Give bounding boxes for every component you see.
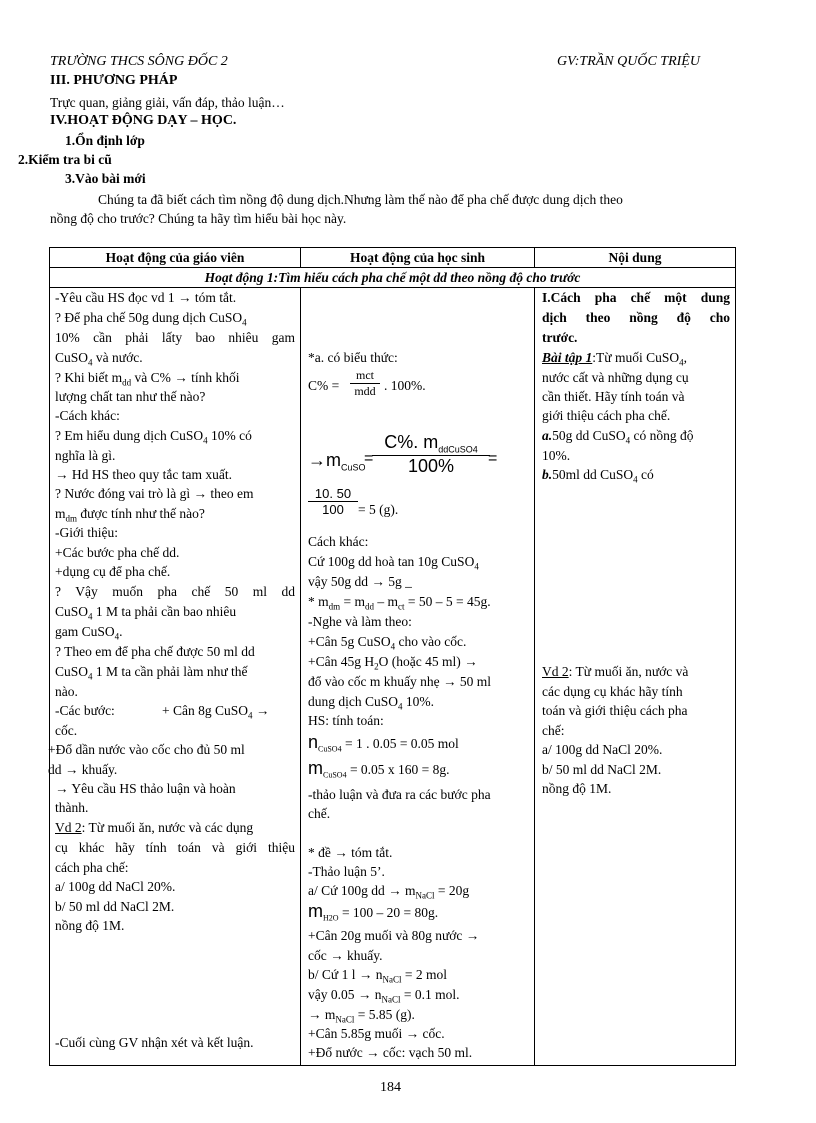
student-line-donuoc: +Đổ nước → cốc: vạch 50 ml. [308, 1045, 473, 1060]
teacher-line-5: ? Khi biết $m_{dd}$ và C% → tính khối [55, 370, 240, 388]
teacher-column [48, 290, 296, 1060]
content-title-1: I.Cách pha chế một dung [542, 290, 730, 305]
teacher-line-9: nghĩa là gì. [55, 448, 116, 463]
content-column [542, 290, 732, 1060]
content-title-2: dịch theo nồng độ cho [542, 310, 730, 325]
page-number: 184 [380, 1080, 401, 1095]
student-line-cachkhac: Cách khác: [308, 534, 369, 549]
content-d4: chế: [542, 723, 565, 738]
step-2: 2.Kiểm tra bi cũ [18, 152, 112, 167]
teacher-line-33: nồng độ 1M. [55, 918, 125, 933]
student-line-do: đổ vào cốc m khuấy nhẹ → 50 ml [308, 674, 491, 689]
student-eq-1: = [364, 450, 374, 467]
content-title-3: trước. [542, 330, 578, 345]
student-line-dungdich: dung dịch CuSO$_4$ 10%. [308, 694, 435, 712]
student-line-can20b: cốc → khuấy. [308, 948, 383, 963]
teacher-line-6: lượng chất tan như thế nào? [55, 389, 206, 404]
teacher-line-23: cốc. [55, 723, 78, 738]
teacher-line-15: +dụng cụ để pha chế. [55, 564, 171, 579]
teacher-line-2: ? Để pha chế 50g dung dịch CuSO$_4$ [55, 310, 247, 328]
teacher-line-32: b/ 50 ml dd NaCl 2M. [55, 899, 175, 914]
step-1: 1.Ổn định lớp [65, 133, 145, 148]
teacher-line-3: 10% cần phải lấty bao nhiêu gam [55, 330, 295, 345]
student-line-m: $m_{CuSO4} = 0.05$ x 160 = 8g. [308, 758, 450, 780]
teacher-line-14: +Các bước pha chế dd. [55, 545, 180, 560]
student-line-b: b/ Cứ 1 $l \to n_{NaCl} = 2$ mol [308, 967, 447, 985]
teacher-line-20: CuSO$_4$ 1 M ta cần phải làm như thế [55, 664, 248, 682]
table-activity-border [49, 287, 736, 288]
table-right-border [735, 247, 736, 1066]
content-d2: các dụng cụ khác hãy tính [542, 684, 683, 699]
teacher-line-21: nào. [55, 684, 78, 699]
step-3: 3.Vào bài mới [65, 171, 146, 186]
student-line-can20a: +Cân 20g muối và 80g nước → [308, 928, 480, 943]
teacher-line-25: dd → khuấy. [48, 762, 118, 777]
content-item-b: b.50ml dd CuSO$_4$ có [542, 467, 654, 485]
teacher-line-18: gam CuSO$_4$. [55, 624, 123, 642]
content-d3: toán và giới thiệu cách pha [542, 703, 688, 718]
content-d5: a/ 100g dd NaCl 20%. [542, 742, 663, 757]
header-teacher: Hoạt động của giáo viên [105, 250, 245, 265]
teacher-line-30: cách pha chế: [55, 860, 129, 875]
teacher-line-28: Vd 2: Từ muối ăn, nước và các dụng [55, 820, 254, 835]
content-line-7: giới thiệu cách pha chế. [542, 408, 671, 423]
table-col-divider-1 [300, 287, 301, 1066]
student-big-fraction: C%. $m_{ddCuSO4}$ 100% [372, 432, 490, 477]
student-line-can5: +Cân 5g CuSO$_4$ cho vào cốc. [308, 634, 467, 652]
student-line-mdm: * $m_{dm} = m_{dd} - m_{ct} = 50 - 5 = 45g$. [308, 594, 491, 612]
content-d7: nồng độ 1M. [542, 781, 612, 796]
student-line-n: $n_{CuSO4} = 1$ . 0.05 = 0.05 mol [308, 732, 459, 754]
student-column [308, 290, 532, 1060]
student-line-thaoluan5: -Thảo luận 5’. [308, 864, 385, 879]
activity-title: Hoạt động 1:Tìm hiểu cách pha chế một dd theo nồng độ cho trước [204, 270, 581, 285]
teacher-line-34: -Cuối cùng GV nhận xét và kết luận. [55, 1035, 254, 1050]
section-activities-title: IV.HOẠT ĐỘNG DẠY – HỌC. [50, 113, 237, 128]
intro-line-2: nồng độ cho trước? Chúng ta hãy tìm hiểu bài học này. [50, 211, 347, 226]
teacher-name: GV:TRẦN QUỐC TRIỆU [557, 54, 700, 69]
student-big-formula-lhs: $\to m_{CuSO}$ [308, 450, 366, 473]
teacher-line-7: -Cách khác: [55, 408, 120, 423]
table-header-border [49, 267, 736, 268]
header-student: Hoạt động của học sinh [349, 250, 486, 265]
teacher-line-26: → Yêu cầu HS thảo luận và hoàn [55, 781, 236, 796]
teacher-line-22: -Các bước: [55, 703, 115, 718]
student-line-thao1: -thảo luận và đưa ra các bước pha [308, 787, 491, 802]
intro-line-1: Chúng ta đã biết cách tìm nồng độ dung dịch.Nhưng làm thế nào để pha chế được dung dịch theo [98, 192, 623, 207]
table-top-border [49, 247, 736, 248]
teacher-line-8: ? Em hiểu dung dịch CuSO$_4$ 10% có [55, 428, 252, 446]
section-method-title: III. PHƯƠNG PHÁP [50, 73, 178, 88]
student-line-can45: +Cân 45g $H_2O$ (hoặc 45 ml) → [308, 654, 478, 672]
student-line-expr: *a. có biểu thức: [308, 350, 398, 365]
teacher-line-13: -Giới thiệu: [55, 525, 119, 540]
student-line-cu100: Cứ 100g dd hoà tan 10g CuSO$_4$ [308, 554, 479, 572]
teacher-line-17: CuSO$_4$ 1 M ta phải cần bao nhiêu [55, 604, 237, 622]
student-fraction-1: mct mdd [350, 368, 380, 399]
content-line-5: nước cất và những dụng cụ [542, 370, 689, 385]
content-line-6: cần thiết. Hãy tính toán và [542, 389, 685, 404]
teacher-line-24: +Đổ dần nước vào cốc cho đủ 50 ml [48, 742, 245, 757]
table-bottom-border [49, 1065, 736, 1066]
student-eq-2: = [488, 450, 498, 467]
teacher-line-29: cụ khác hãy tính toán và giới thiệu [55, 840, 295, 855]
teacher-line-10: → Hd HS theo quy tắc tam xuất. [55, 467, 232, 482]
student-fraction-2: $\frac{10. 50}{100}$ [308, 486, 358, 517]
student-line-thao2: chế. [308, 806, 331, 821]
header-content: Nội dung [608, 250, 662, 265]
teacher-line-19: ? Theo em để pha chế được 50 ml dd [55, 644, 255, 659]
student-line-hs: HS: tính toán: [308, 713, 384, 728]
student-line-can585: +Cân 5.85g muối → cốc. [308, 1026, 445, 1041]
student-line-de: * đề → tóm tắt. [308, 845, 393, 860]
student-line-vay50: vậy 50g dd → 5g _ [308, 574, 412, 589]
student-line-nghe: -Nghe và làm theo: [308, 614, 412, 629]
student-line-mh2o: $m_{H2O} = 100 - 20 = 80g$. [308, 901, 439, 923]
student-frac2-result: = 5 (g). [358, 502, 399, 517]
section-method-text: Trực quan, giảng giải, vấn đáp, thảo luận… [50, 95, 285, 110]
teacher-line-22b: + Cân 8g CuSO$_4$ → [162, 703, 270, 721]
table-left-border [49, 247, 50, 1066]
student-c-pct: C% = [308, 378, 340, 393]
teacher-line-4: CuSO$_4$ và nước. [55, 350, 143, 368]
table-col-divider-2 [534, 287, 535, 1066]
student-line-a: a/ Cứ 100g dd → $m_{NaCl} = 20g$ [308, 883, 470, 901]
student-line-vay005: vậy $0.05 \to n_{NaCl} = 0.1$ mol. [308, 987, 460, 1005]
teacher-line-1: -Yêu cầu HS đọc vd 1 → tóm tắt. [55, 290, 237, 305]
school-name: TRƯỜNG THCS SÔNG ĐỐC 2 [50, 54, 228, 69]
content-vd2: Vd 2: Từ muối ăn, nước và [542, 664, 689, 679]
content-d6: b/ 50 ml dd NaCl 2M. [542, 762, 662, 777]
content-exercise-1: Bài tập 1:Từ muối CuSO$_4$, [542, 350, 687, 368]
teacher-line-12: $m_{dm}$ được tính như thế nào? [55, 506, 205, 524]
student-line-mnacl: → $m_{NaCl} = 5.85$ (g). [308, 1007, 415, 1025]
content-item-a: a.50g dd CuSO$_4$ có nồng độ [542, 428, 694, 446]
teacher-line-16: ? Vậy muốn pha chế 50 ml dd [55, 584, 295, 599]
teacher-line-31: a/ 100g dd NaCl 20%. [55, 879, 176, 894]
teacher-line-27: thành. [55, 800, 89, 815]
content-item-a2: 10%. [542, 448, 571, 463]
student-pct100: . 100%. [384, 378, 426, 393]
teacher-line-11: ? Nước đóng vai trò là gì → theo em [55, 486, 254, 501]
